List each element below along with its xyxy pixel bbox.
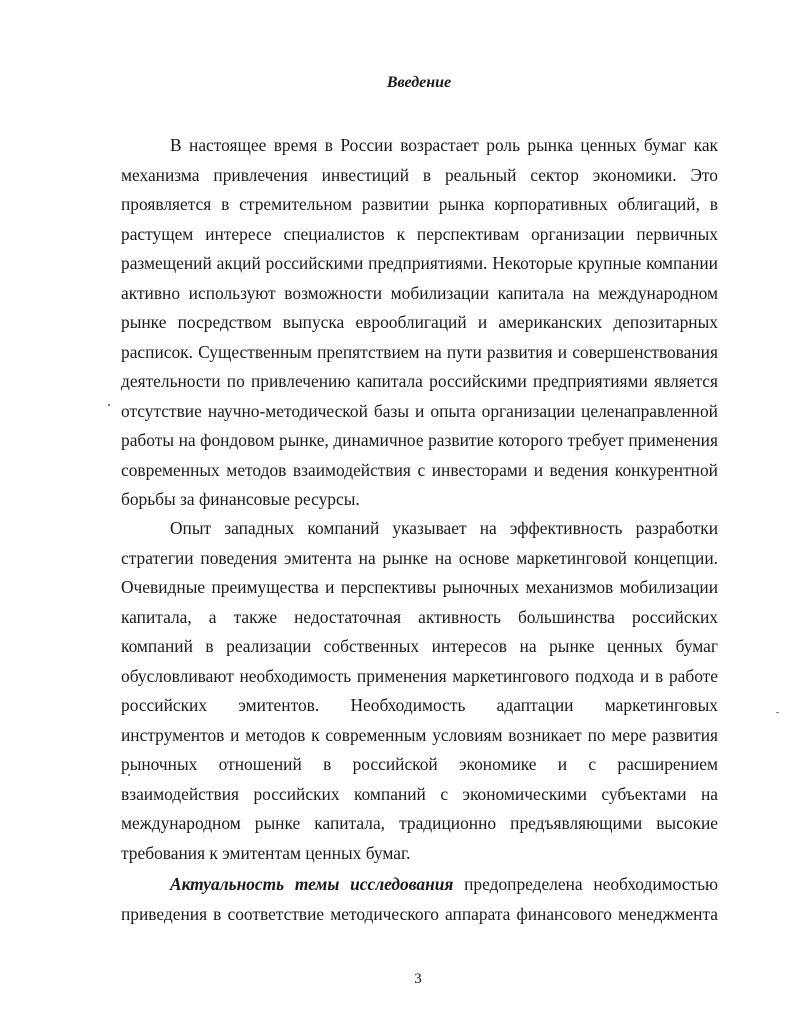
text-line: расписок. Существенным препятствием на пути развития и совершенствования [121,341,718,362]
text-line: В настоящее время в России возрастает роль рынка ценных бумаг как [170,135,718,155]
text-line: Очевидные преимущества и перспективы рыночных механизмов мобилизации [121,577,718,597]
text-line: борьбы за финансовые ресурсы. [121,489,360,509]
paragraph-2 [121,514,718,868]
text-line: механизма привлечения инвестиций в реальный сектор экономики. Это [121,164,718,185]
text-span: предопределена необходимостью [453,874,718,894]
text-line: обусловливают необходимость применения маркетингового подхода и в работе [121,665,718,686]
text-line: проявляется в стремительном развитии рынка корпоративных облигаций, в [121,194,718,214]
text-line: взаимодействия российских компаний с экономическими субъектами на [121,783,718,804]
scan-speck [128,774,130,776]
text-line: работы на фондовом рынке, динамичное развитие которого требует применения [121,430,718,450]
text-line: деятельности по привлечению капитала российскими предприятиями является [121,371,718,391]
text-line: стратегии поведения эмитента на рынке на основе маркетинговой концепции. [121,547,718,568]
page-number: 3 [414,971,422,987]
text-line [121,870,718,900]
paragraph-1 [121,131,718,515]
text-line: растущем интересе специалистов к перспективам организации первичных [121,223,718,244]
text-line: приведения в соответствие методического аппарата финансового менеджмента [121,903,718,924]
text-line: современных методов взаимодействия с инвесторами и ведения конкурентной [121,459,718,480]
text-line: размещений акций российскими предприятиями. Некоторые крупные компании [121,253,718,273]
text-line: российских эмитентов. Необходимость адаптации маркетинговых [121,695,718,715]
text-line: Опыт западных компаний указывает на эффективность разработки [170,518,718,538]
text-line: международном рынке капитала, традиционно предъявляющими высокие [121,813,718,833]
text-line: инструментов и методов к современным условиям возникает по мере развития [121,724,718,745]
text-line: компаний в реализации собственных интересов на рынке ценных бумаг [121,636,718,656]
text-line: рыночных отношений в российской экономике и с расширением [121,754,718,774]
page-title: Введение [386,74,452,91]
scan-speck [776,712,779,713]
paragraph-3 [121,870,718,929]
text-line: активно используют возможности мобилизации капитала на международном [121,282,718,303]
scan-speck [108,404,110,406]
text-line: требования к эмитентам ценных бумаг. [121,842,411,863]
text-line: отсутствие научно-методической базы и опыта организации целенаправленной [121,400,718,421]
text-line: капитала, а также недостаточная активность большинства российских [121,606,718,627]
text-line: рынке посредством выпуска еврооблигаций и американских депозитарных [121,312,718,332]
emphasis-phrase: Актуальность темы исследования [170,874,454,894]
